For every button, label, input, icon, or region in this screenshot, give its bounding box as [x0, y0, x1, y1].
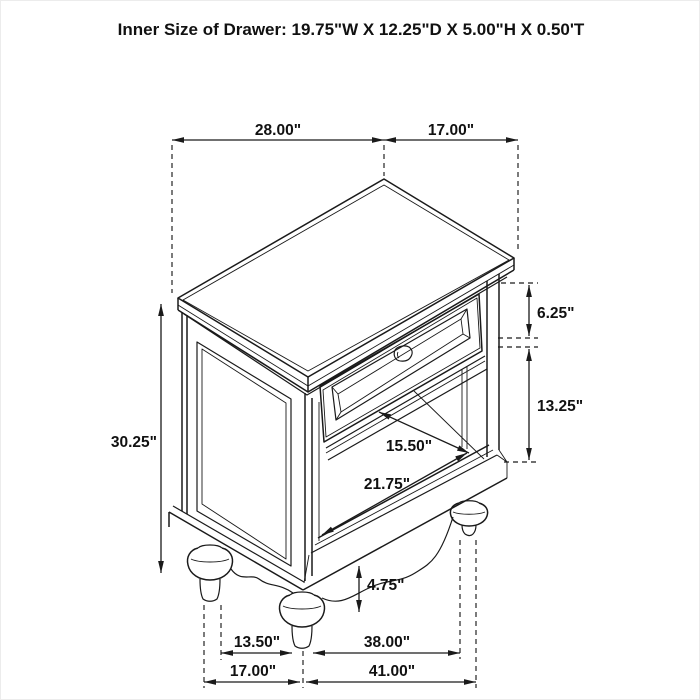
dim-top-edge-right-label: 17.00": [427, 122, 475, 139]
tabletop: [178, 179, 514, 395]
dimension-feet-spacing: [204, 540, 476, 688]
dim-shelf-inner-width-label: 21.75": [363, 476, 411, 493]
dim-foot-height-label: 4.75": [367, 577, 405, 594]
side-panel: [182, 312, 312, 581]
dim-feet-outer-side-span-label: 17.00": [229, 663, 277, 680]
dim-overall-height-label: 30.25": [110, 434, 157, 451]
dim-drawer-front-height-label: 6.25": [537, 305, 575, 322]
dimension-drawer-and-shelf-height: [498, 283, 583, 462]
dim-feet-inner-side-span-label: 13.50": [233, 634, 281, 651]
dim-shelf-opening-height-label: 13.25": [537, 398, 584, 415]
apron-curve-left: [231, 569, 293, 593]
legs: [187, 501, 487, 649]
dimension-overall-height: [111, 304, 161, 573]
page-title: Inner Size of Drawer: 19.75"W X 12.25"D X 5.00"H X 0.50'T: [117, 20, 585, 39]
dim-feet-inner-front-span-label: 38.00": [363, 634, 411, 651]
drawer: [320, 274, 499, 460]
dim-top-edge-left-label: 28.00": [254, 122, 302, 139]
nightstand-dimension-drawing: [1, 1, 700, 700]
dim-shelf-inner-depth-label: 15.50": [385, 438, 433, 455]
drawer-handle-icon: [394, 346, 412, 361]
dim-feet-outer-front-span-label: 41.00": [368, 663, 416, 680]
